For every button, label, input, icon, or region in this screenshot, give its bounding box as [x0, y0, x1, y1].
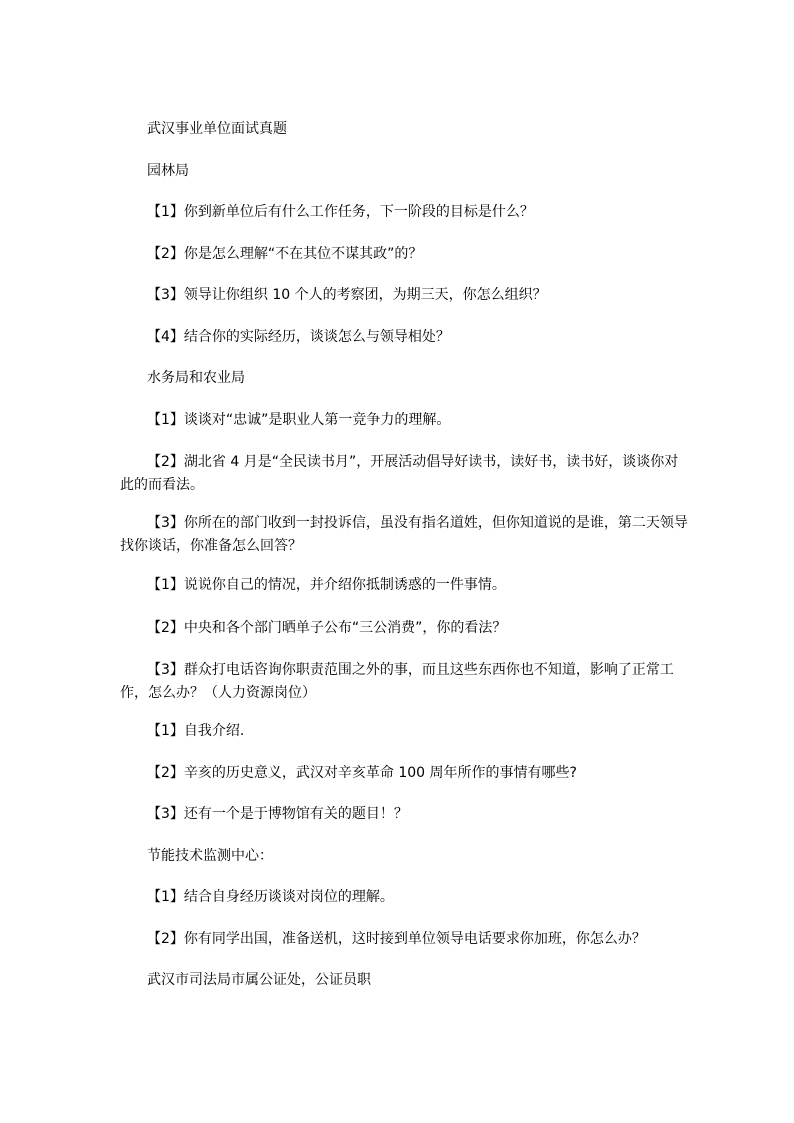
- question-item: 【3】你所在的部门收到一封投诉信，虽没有指名道姓，但你知道说的是谁，第二天领导找你谈话，你准备怎么回答？: [120, 515, 688, 554]
- question-item: 【3】群众打电话咨询你职责范围之外的事，而且这些东西你也不知道，影响了正常工作，怎么办？（人力资源岗位）: [120, 662, 674, 701]
- question-item: 【1】自我介绍.: [147, 723, 245, 739]
- document-title: 武汉事业单位面试真题: [147, 121, 287, 137]
- question-item: 【4】结合你的实际经历，谈谈怎么与领导相处？: [147, 329, 450, 345]
- question-item: 【1】谈谈对“忠诚”是职业人第一竞争力的理解。: [147, 412, 451, 428]
- section-heading: 武汉市司法局市属公证处，公证员职: [147, 972, 371, 988]
- section-heading: 园林局: [147, 163, 189, 179]
- question-item: 【1】说说你自己的情况，并介绍你抵制诱惑的一件事情。: [147, 577, 506, 593]
- section-heading: 节能技术监测中心：: [147, 848, 273, 864]
- question-item: 【2】湖北省 4 月是“全民读书月”，开展活动倡导好读书，读好书，读书好，谈谈你对此的而看法。: [120, 454, 679, 493]
- question-item: 【2】你有同学出国，准备送机，这时接到单位领导电话要求你加班，你怎么办？: [147, 931, 646, 947]
- question-item: 【2】辛亥的历史意义，武汉对辛亥革命 100 周年所作的事情有哪些?: [147, 765, 577, 781]
- question-item: 【2】中央和各个部门晒单子公布“三公消费”，你的看法？: [147, 620, 507, 636]
- question-item: 【3】领导让你组织 10 个人的考察团，为期三天，你怎么组织？: [147, 287, 547, 303]
- question-item: 【1】结合自身经历谈谈对岗位的理解。: [147, 889, 394, 905]
- question-item: 【2】你是怎么理解“不在其位不谋其政”的？: [147, 246, 423, 262]
- question-item: 【3】还有一个是于博物馆有关的题目！？: [147, 806, 408, 822]
- question-item: 【1】你到新单位后有什么工作任务，下一阶段的目标是什么？: [147, 204, 534, 220]
- section-heading: 水务局和农业局: [147, 370, 245, 386]
